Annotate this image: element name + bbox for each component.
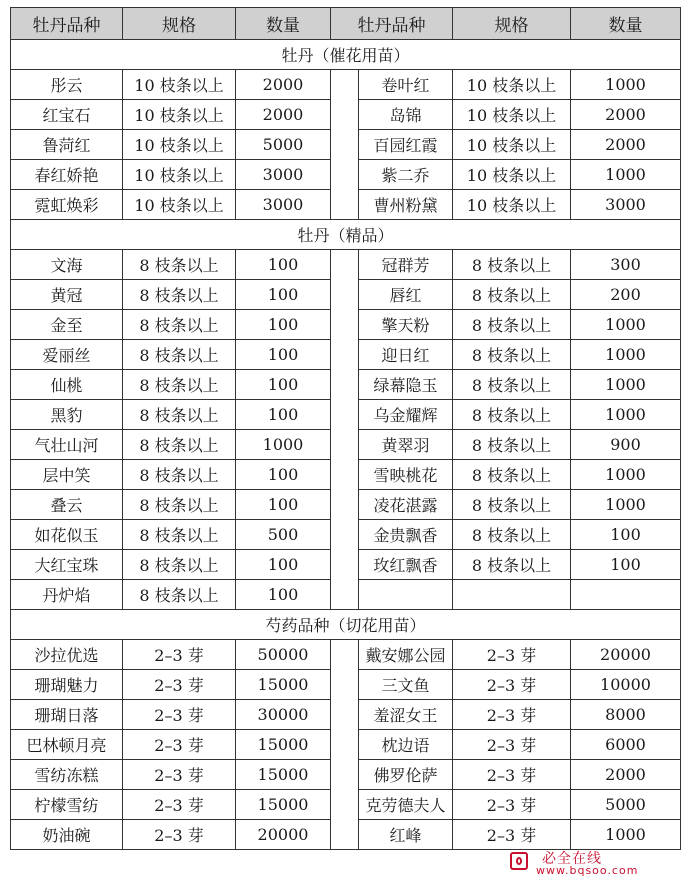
quantity-cell: 100 [236,490,331,520]
variety-cell: 雪纺冻糕 [11,760,123,790]
spec-cell: 8 枝条以上 [123,370,236,400]
quantity-cell [571,580,681,610]
column-gap-cell [331,70,359,220]
variety-cell: 乌金耀辉 [359,400,453,430]
spec-cell: 10 枝条以上 [123,70,236,100]
variety-cell: 三文鱼 [359,670,453,700]
spec-cell: 8 枝条以上 [123,280,236,310]
spec-cell: 2–3 芽 [453,760,571,790]
quantity-cell: 3000 [236,160,331,190]
quantity-cell: 100 [236,280,331,310]
quantity-cell: 15000 [236,790,331,820]
quantity-cell: 100 [571,520,681,550]
quantity-cell: 1000 [236,430,331,460]
spec-cell: 8 枝条以上 [123,580,236,610]
spec-cell: 8 枝条以上 [453,370,571,400]
variety-cell: 气壮山河 [11,430,123,460]
quantity-cell: 200 [571,280,681,310]
watermark [506,848,656,878]
quantity-cell: 2000 [236,70,331,100]
section-title-row [11,610,681,640]
spec-cell: 2–3 芽 [453,640,571,670]
header-variety-right: 牡丹品种 [331,8,453,40]
quantity-cell: 15000 [236,670,331,700]
quantity-cell: 2000 [571,100,681,130]
spec-cell: 8 枝条以上 [123,400,236,430]
variety-cell: 层中笑 [11,460,123,490]
spec-cell: 2–3 芽 [453,730,571,760]
variety-cell: 唇红 [359,280,453,310]
quantity-cell: 500 [236,520,331,550]
table-body [11,40,681,850]
spec-cell: 2–3 芽 [453,700,571,730]
section-title: 芍药品种（切花用苗） [11,610,681,640]
variety-cell: 如花似玉 [11,520,123,550]
variety-cell: 鲁菏红 [11,130,123,160]
quantity-cell: 15000 [236,730,331,760]
variety-cell: 红峰 [359,820,453,850]
header-qty-right: 数量 [571,8,681,40]
header-spec-left: 规格 [123,8,236,40]
quantity-cell: 50000 [236,640,331,670]
spec-cell: 8 枝条以上 [453,520,571,550]
quantity-cell: 6000 [571,730,681,760]
quantity-cell: 2000 [571,130,681,160]
quantity-cell: 300 [571,250,681,280]
quantity-cell: 1000 [571,70,681,100]
spec-cell: 2–3 芽 [123,700,236,730]
watermark-name: 必全在线 [542,851,602,867]
variety-cell: 凌花湛露 [359,490,453,520]
variety-cell: 黄翠羽 [359,430,453,460]
variety-cell: 枕边语 [359,730,453,760]
spec-cell: 8 枝条以上 [453,310,571,340]
bqsoo-logo-icon [510,852,528,870]
quantity-cell: 3000 [236,190,331,220]
spec-cell: 2–3 芽 [123,670,236,700]
spec-cell: 2–3 芽 [453,790,571,820]
spec-cell: 8 枝条以上 [453,250,571,280]
variety-cell: 叠云 [11,490,123,520]
spec-cell: 8 枝条以上 [123,250,236,280]
spec-cell: 8 枝条以上 [453,280,571,310]
spec-cell: 8 枝条以上 [123,460,236,490]
quantity-cell: 100 [236,250,331,280]
variety-cell: 大红宝珠 [11,550,123,580]
spec-cell: 10 枝条以上 [453,70,571,100]
variety-cell: 彤云 [11,70,123,100]
spec-cell: 8 枝条以上 [453,460,571,490]
spec-cell: 8 枝条以上 [123,490,236,520]
watermark-url: www.bqsoo.com [536,864,639,877]
quantity-cell: 1000 [571,160,681,190]
quantity-cell: 100 [571,550,681,580]
quantity-cell: 1000 [571,460,681,490]
spec-cell: 8 枝条以上 [453,430,571,460]
variety-cell: 岛锦 [359,100,453,130]
quantity-cell: 1000 [571,490,681,520]
variety-cell: 戴安娜公园 [359,640,453,670]
quantity-cell: 100 [236,550,331,580]
quantity-cell: 900 [571,430,681,460]
variety-cell: 佛罗伦萨 [359,760,453,790]
spec-cell: 2–3 芽 [123,730,236,760]
quantity-cell: 20000 [236,820,331,850]
section-title-row [11,40,681,70]
variety-cell [359,580,453,610]
spec-cell: 8 枝条以上 [123,550,236,580]
variety-cell: 擎天粉 [359,310,453,340]
header-spec-right: 规格 [453,8,571,40]
quantity-cell: 2000 [571,760,681,790]
quantity-cell: 1000 [571,400,681,430]
spec-cell: 8 枝条以上 [123,310,236,340]
spec-cell: 8 枝条以上 [453,400,571,430]
section-title-row [11,220,681,250]
variety-cell: 珊瑚魅力 [11,670,123,700]
quantity-cell: 10000 [571,670,681,700]
variety-cell: 玫红飘香 [359,550,453,580]
variety-cell: 霓虹焕彩 [11,190,123,220]
quantity-cell: 100 [236,310,331,340]
variety-cell: 丹炉焰 [11,580,123,610]
variety-cell: 红宝石 [11,100,123,130]
column-gap-cell [331,640,359,850]
spec-cell: 8 枝条以上 [123,520,236,550]
spec-cell: 10 枝条以上 [123,130,236,160]
table-header-row [11,8,681,40]
variety-cell: 羞涩女王 [359,700,453,730]
variety-cell: 仙桃 [11,370,123,400]
variety-cell: 紫二乔 [359,160,453,190]
quantity-cell: 1000 [571,370,681,400]
quantity-cell: 5000 [236,130,331,160]
variety-cell: 巴林顿月亮 [11,730,123,760]
spec-cell: 8 枝条以上 [123,430,236,460]
variety-cell: 黑豹 [11,400,123,430]
spec-cell: 10 枝条以上 [453,190,571,220]
variety-cell: 迎日红 [359,340,453,370]
spec-cell: 2–3 芽 [453,670,571,700]
variety-cell: 文海 [11,250,123,280]
spec-cell: 2–3 芽 [123,790,236,820]
variety-cell: 百园红霞 [359,130,453,160]
variety-cell: 冠群芳 [359,250,453,280]
quantity-cell: 5000 [571,790,681,820]
spec-cell: 8 枝条以上 [453,340,571,370]
variety-cell: 黄冠 [11,280,123,310]
variety-cell: 克劳德夫人 [359,790,453,820]
variety-cell: 卷叶红 [359,70,453,100]
spec-cell: 8 枝条以上 [123,340,236,370]
header-qty-left: 数量 [236,8,331,40]
section-title: 牡丹（催花用苗） [11,40,681,70]
variety-cell: 爱丽丝 [11,340,123,370]
spec-cell: 10 枝条以上 [123,100,236,130]
spec-cell: 2–3 芽 [123,640,236,670]
quantity-cell: 2000 [236,100,331,130]
quantity-cell: 20000 [571,640,681,670]
quantity-cell: 1000 [571,820,681,850]
quantity-cell: 1000 [571,310,681,340]
quantity-cell: 1000 [571,340,681,370]
variety-cell: 金贵飘香 [359,520,453,550]
variety-cell: 柠檬雪纺 [11,790,123,820]
spec-cell: 10 枝条以上 [123,190,236,220]
quantity-cell: 100 [236,460,331,490]
variety-cell: 金至 [11,310,123,340]
variety-cell: 珊瑚日落 [11,700,123,730]
spec-cell: 10 枝条以上 [123,160,236,190]
spec-cell: 8 枝条以上 [453,490,571,520]
spec-cell: 2–3 芽 [123,820,236,850]
variety-cell: 沙拉优选 [11,640,123,670]
spec-cell: 2–3 芽 [123,760,236,790]
quantity-cell: 15000 [236,760,331,790]
spec-cell: 8 枝条以上 [453,550,571,580]
spec-cell: 2–3 芽 [453,820,571,850]
variety-cell: 春红娇艳 [11,160,123,190]
quantity-cell: 100 [236,400,331,430]
column-gap-cell [331,250,359,610]
table-row [11,250,681,280]
quantity-cell: 8000 [571,700,681,730]
variety-table-container [10,7,680,850]
quantity-cell: 3000 [571,190,681,220]
quantity-cell: 100 [236,340,331,370]
variety-cell: 奶油碗 [11,820,123,850]
variety-cell: 绿幕隐玉 [359,370,453,400]
variety-cell: 雪映桃花 [359,460,453,490]
quantity-cell: 30000 [236,700,331,730]
quantity-cell: 100 [236,370,331,400]
header-variety-left: 牡丹品种 [11,8,123,40]
variety-cell: 曹州粉黛 [359,190,453,220]
spec-cell [453,580,571,610]
spec-cell: 10 枝条以上 [453,160,571,190]
spec-cell: 10 枝条以上 [453,130,571,160]
quantity-cell: 100 [236,580,331,610]
section-title: 牡丹（精品） [11,220,681,250]
variety-table [10,7,681,850]
spec-cell: 10 枝条以上 [453,100,571,130]
table-row [11,70,681,100]
table-row [11,640,681,670]
